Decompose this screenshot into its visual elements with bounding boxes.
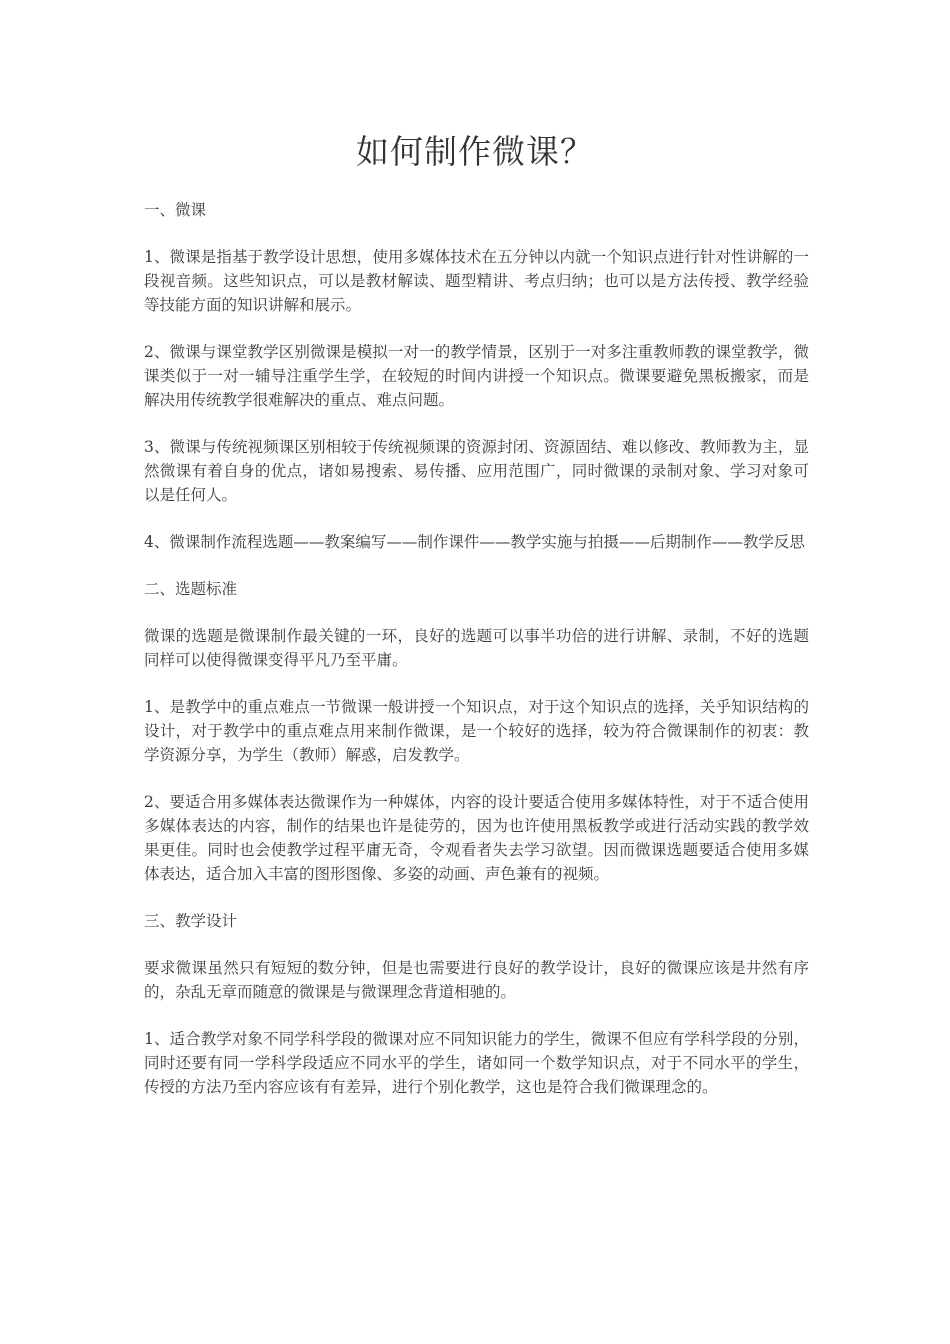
document-body <box>144 198 809 1122</box>
paragraph-production-flow: 4、微课制作流程选题——教案编写——制作课件——教学实施与拍摄——后期制作——教学反思 <box>144 533 805 551</box>
paragraph-topic-key-points: 1、是教学中的重点难点一节微课一般讲授一个知识点，对于这个知识点的选择，关乎知识结构的设计，对于教学中的重点难点用来制作微课，是一个较好的选择，较为符合微课制作的初衷：教学资源分享，为学生（教师）解惑，启发教学。 <box>144 698 809 764</box>
section-heading-weike: 一、微课 <box>144 201 207 219</box>
paragraph-design-audience: 1、适合教学对象不同学科学段的微课对应不同知识能力的学生，微课不但应有学科学段的分别，同时还要有同一学科学段适应不同水平的学生，诸如同一个数学知识点，对于不同水平的学生，传授的方法乃至内容应该有有差异，进行个别化教学，这也是符合我们微课理念的。 <box>144 1030 809 1096</box>
paragraph-design-intro: 要求微课虽然只有短短的数分钟，但是也需要进行良好的教学设计，良好的微课应该是井然有序的，杂乱无章而随意的微课是与微课理念背道相驰的。 <box>144 959 809 1001</box>
paragraph-video-difference: 3、微课与传统视频课区别相较于传统视频课的资源封闭、资源固结、难以修改、教师教为主，显然微课有着自身的优点，诸如易搜索、易传播、应用范围广，同时微课的录制对象、学习对象可以是任何人。 <box>144 438 809 504</box>
paragraph-topic-multimedia: 2、要适合用多媒体表达微课作为一种媒体，内容的设计要适合使用多媒体特性，对于不适合使用多媒体表达的内容，制作的结果也许是徒劳的，因为也许使用黑板教学或进行活动实践的教学效果更佳。同时也会使教学过程平庸无奇，令观看者失去学习欲望。因而微课选题要适合使用多媒体表达，适合加入丰富的图形图像、多姿的动画、声色兼有的视频。 <box>144 793 809 883</box>
page-title: 如何制作微课？ <box>356 132 594 171</box>
paragraph-classroom-difference: 2、微课与课堂教学区别微课是模拟一对一的教学情景，区别于一对多注重教师教的课堂教学，微课类似于一对一辅导注重学生学，在较短的时间内讲授一个知识点。微课要避免黑板搬家，而是解决用传统教学很难解决的重点、难点问题。 <box>144 343 809 409</box>
section-heading-teaching-design: 三、教学设计 <box>144 912 238 930</box>
section-heading-topic-standard: 二、选题标准 <box>144 580 238 598</box>
paragraph-definition: 1、微课是指基于教学设计思想，使用多媒体技术在五分钟以内就一个知识点进行针对性讲解的一段视音频。这些知识点，可以是教材解读、题型精讲、考点归纳；也可以是方法传授、教学经验等技能方面的知识讲解和展示。 <box>144 248 809 314</box>
paragraph-topic-intro: 微课的选题是微课制作最关键的一环，良好的选题可以事半功倍的进行讲解、录制，不好的选题同样可以使得微课变得平凡乃至平庸。 <box>144 627 809 669</box>
